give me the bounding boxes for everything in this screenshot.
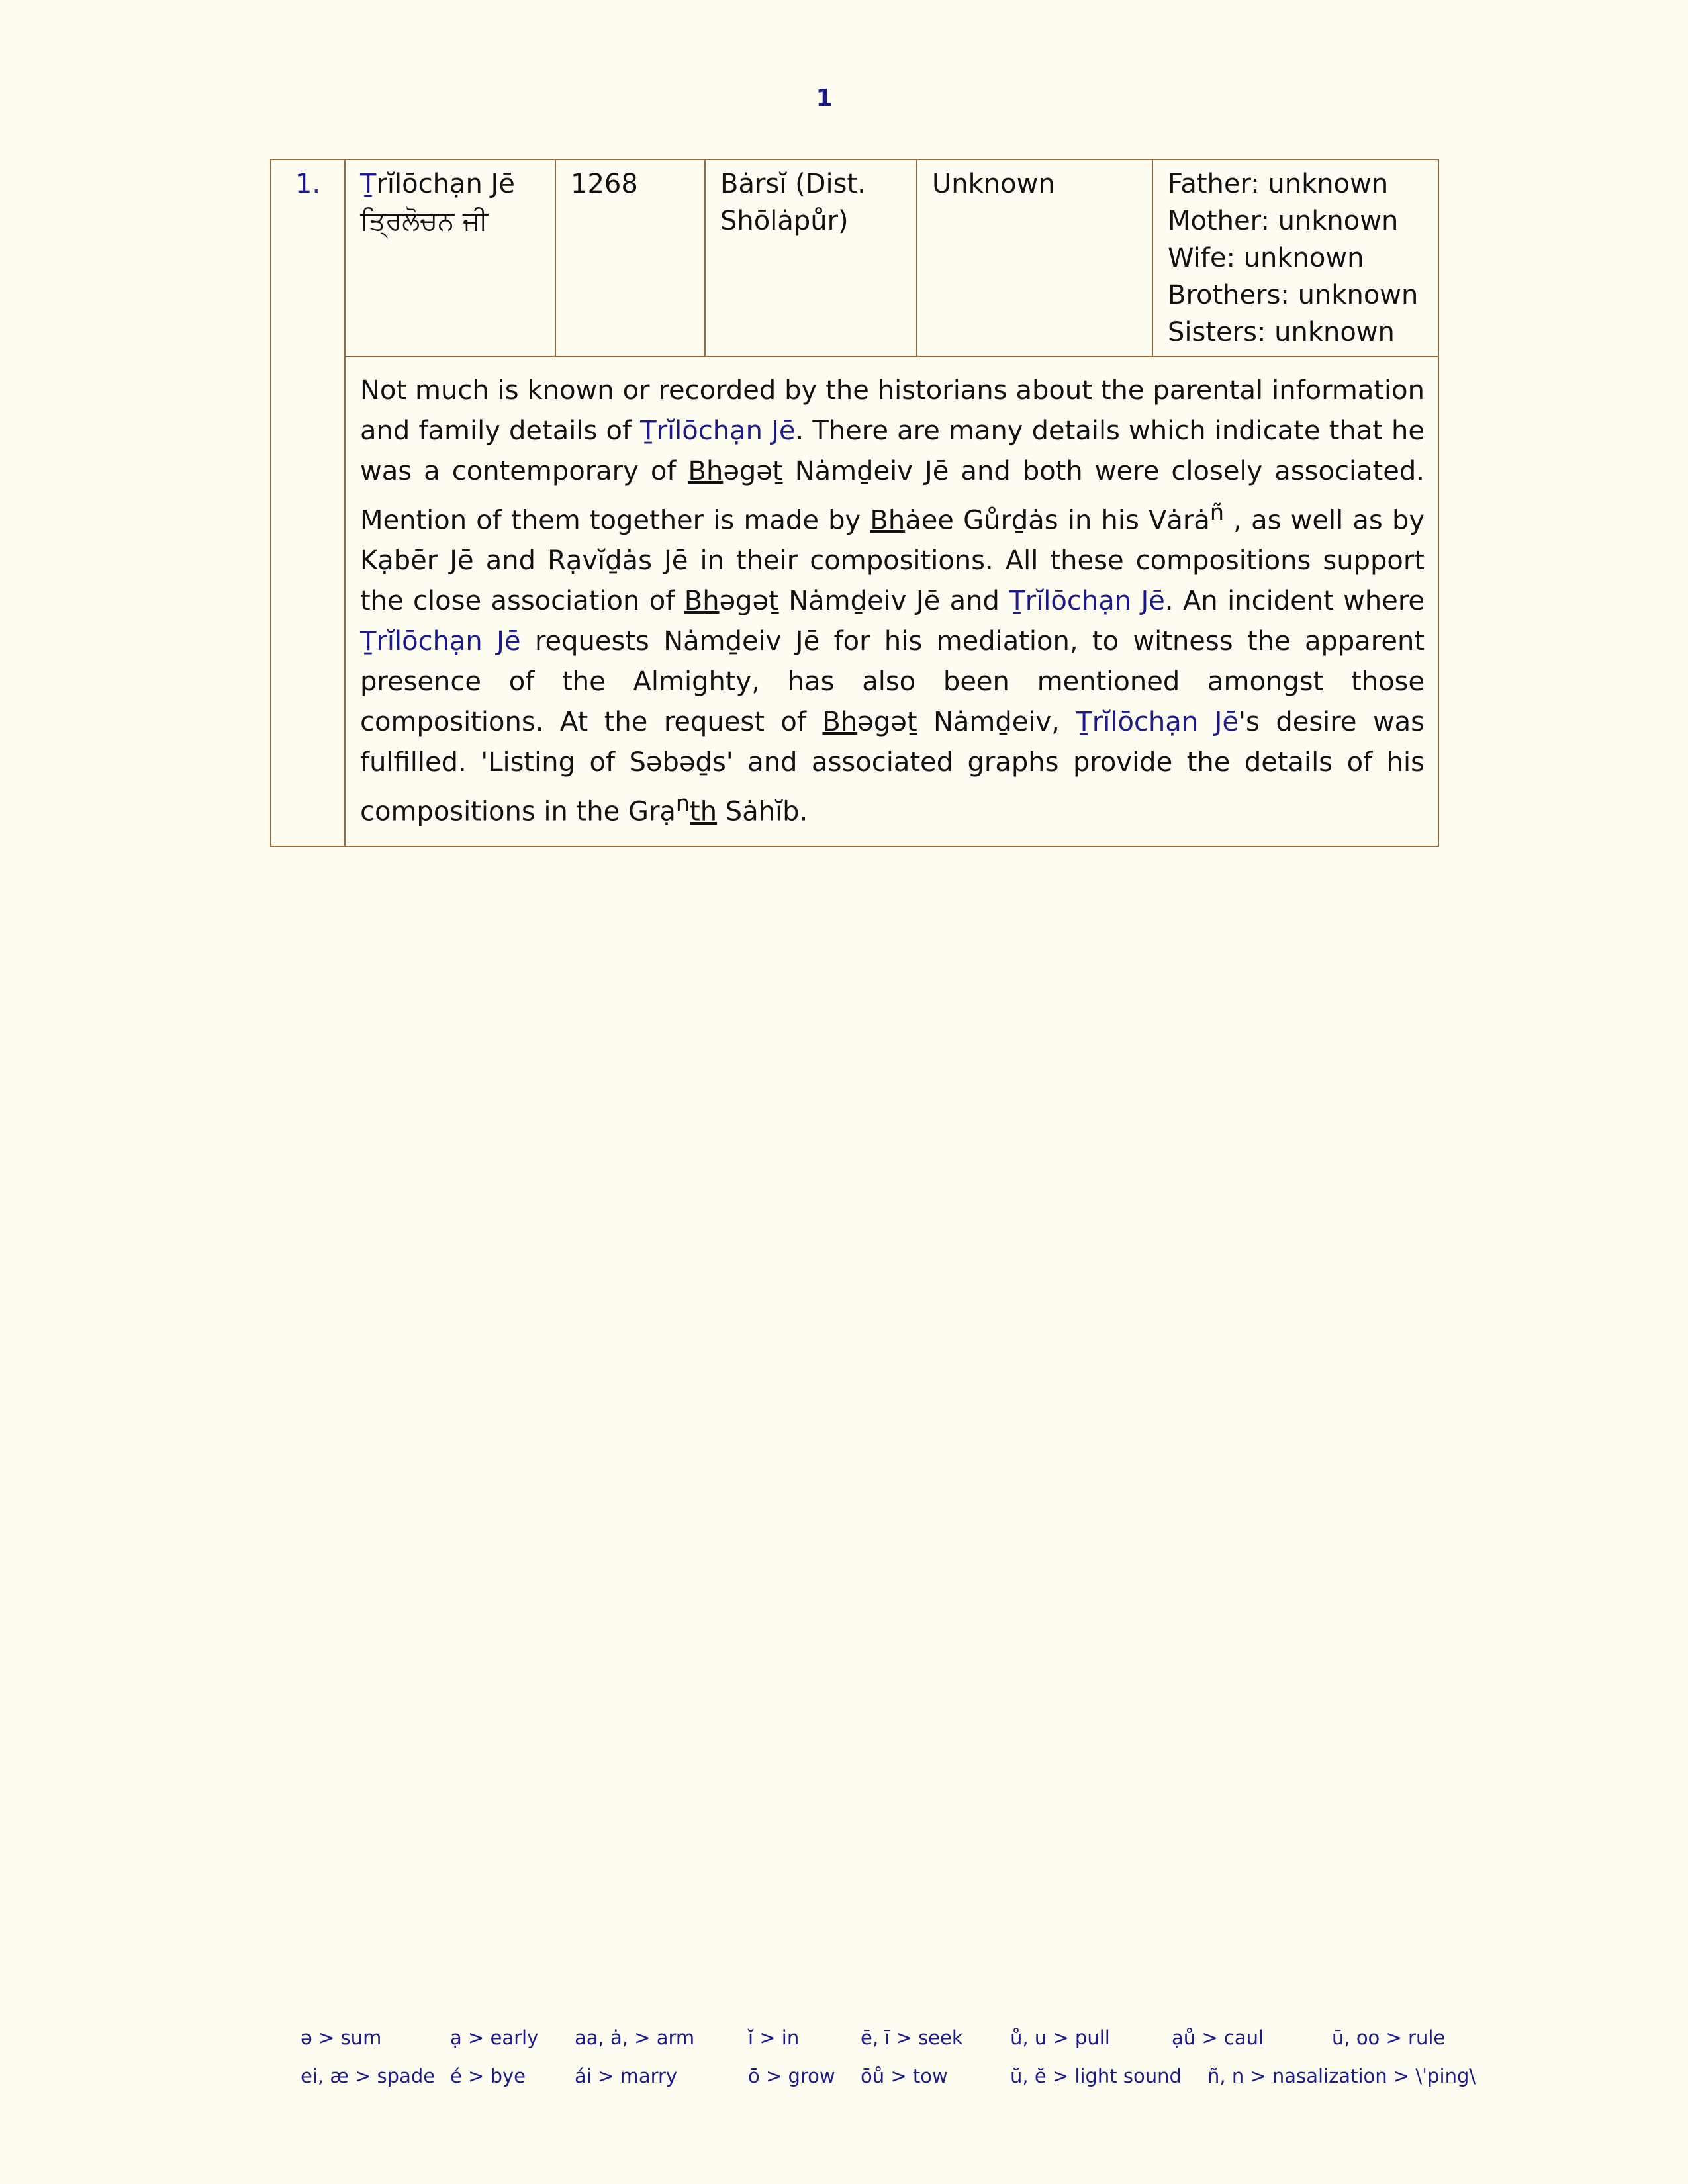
name-gurmukhi: ਤ੍ਰਿਲੋਚਨ ਜੀ xyxy=(360,206,489,236)
legend-item: ạů > caul xyxy=(1172,2026,1264,2049)
legend-row xyxy=(301,2019,1459,2057)
page-number: 1 xyxy=(816,85,833,112)
place-line: Bȧrsĭ (Dist. xyxy=(720,169,866,199)
highlight-trilochan: Ṯrĭlōchạn Jē xyxy=(360,626,521,657)
legend-item: ŭ, ĕ > light sound xyxy=(1010,2065,1182,2087)
name-roman: Ṯrĭlōchạn Jē xyxy=(360,169,515,199)
legend-item: ōů > tow xyxy=(861,2065,948,2087)
legend-item: ĭ > in xyxy=(748,2026,800,2049)
highlight-trilochan: Ṯrĭlōchạn Jē xyxy=(1009,586,1165,617)
description-row xyxy=(271,357,1438,846)
caste-cell: Unknown xyxy=(917,159,1152,357)
legend-item: ái > marry xyxy=(575,2065,678,2087)
family-mother: Mother: unknown xyxy=(1168,206,1399,236)
legend-row xyxy=(301,2057,1476,2095)
year-cell: 1268 xyxy=(555,159,705,357)
highlight-trilochan: Ṯrĭlōchạn Jē xyxy=(640,416,796,446)
family-father: Father: unknown xyxy=(1168,169,1389,199)
legend-item: ū, oo > rule xyxy=(1332,2026,1446,2049)
legend-item: é > bye xyxy=(450,2065,526,2087)
name-cell xyxy=(345,159,555,357)
description-paragraph: Not much is known or recorded by the historians about the parental information and family details of Ṯrĭlōchạn Jē. There are many details which indicate that he was a contemporary of Bhəgəṯ Nȧmḏeiv Jē and both were closely associated. Mention of them together is made by Bhȧee Gůrḏȧs in his Vȧrȧ$^ñ$ , as well as by Kạbēr Jē and Rạvĭḏȧs Jē in their compositions. All these compositions support the close association of Bhəgəṯ Nȧmḏeiv Jē and Ṯrĭlōchạn Jē. An incident where Ṯrĭlōchạn Jē requests Nȧmḏeiv Jē for his mediation, to witness the apparent presence of the Almighty, has also been mentioned amongst those compositions. At the request of Bhəgəṯ Nȧmḏeiv, Ṯrĭlōchạn Jē's desire was fulfilled. 'Listing of Səbəḏs' and associated graphs provide the details of his compositions in the Grạ$^n$th Sȧhĭb. xyxy=(345,357,1438,846)
legend-item: ñ, n > nasalization > \ˈping\ xyxy=(1207,2065,1476,2087)
place-cell xyxy=(705,159,917,357)
family-sisters: Sisters: unknown xyxy=(1168,317,1395,347)
legend-item: ei, æ > spade xyxy=(301,2065,436,2087)
family-cell xyxy=(1152,159,1438,357)
serial-cell: 1. xyxy=(271,159,345,846)
legend-item: ō > grow xyxy=(748,2065,835,2087)
pronunciation-legend xyxy=(301,2019,1476,2095)
legend-item: ů, u > pull xyxy=(1010,2026,1110,2049)
entry-table xyxy=(270,159,1439,847)
legend-item: ạ > early xyxy=(450,2026,539,2049)
legend-item: aa, ȧ, > arm xyxy=(575,2026,695,2049)
place-line: Shōlȧpůr) xyxy=(720,206,849,236)
entry-row xyxy=(271,159,1438,357)
legend-item: ē, ī > seek xyxy=(861,2026,963,2049)
highlight-trilochan: Ṯrĭlōchạn Jē xyxy=(1076,707,1239,738)
family-brothers: Brothers: unknown xyxy=(1168,280,1419,310)
legend-item: ə > sum xyxy=(301,2026,382,2049)
family-wife: Wife: unknown xyxy=(1168,243,1364,273)
